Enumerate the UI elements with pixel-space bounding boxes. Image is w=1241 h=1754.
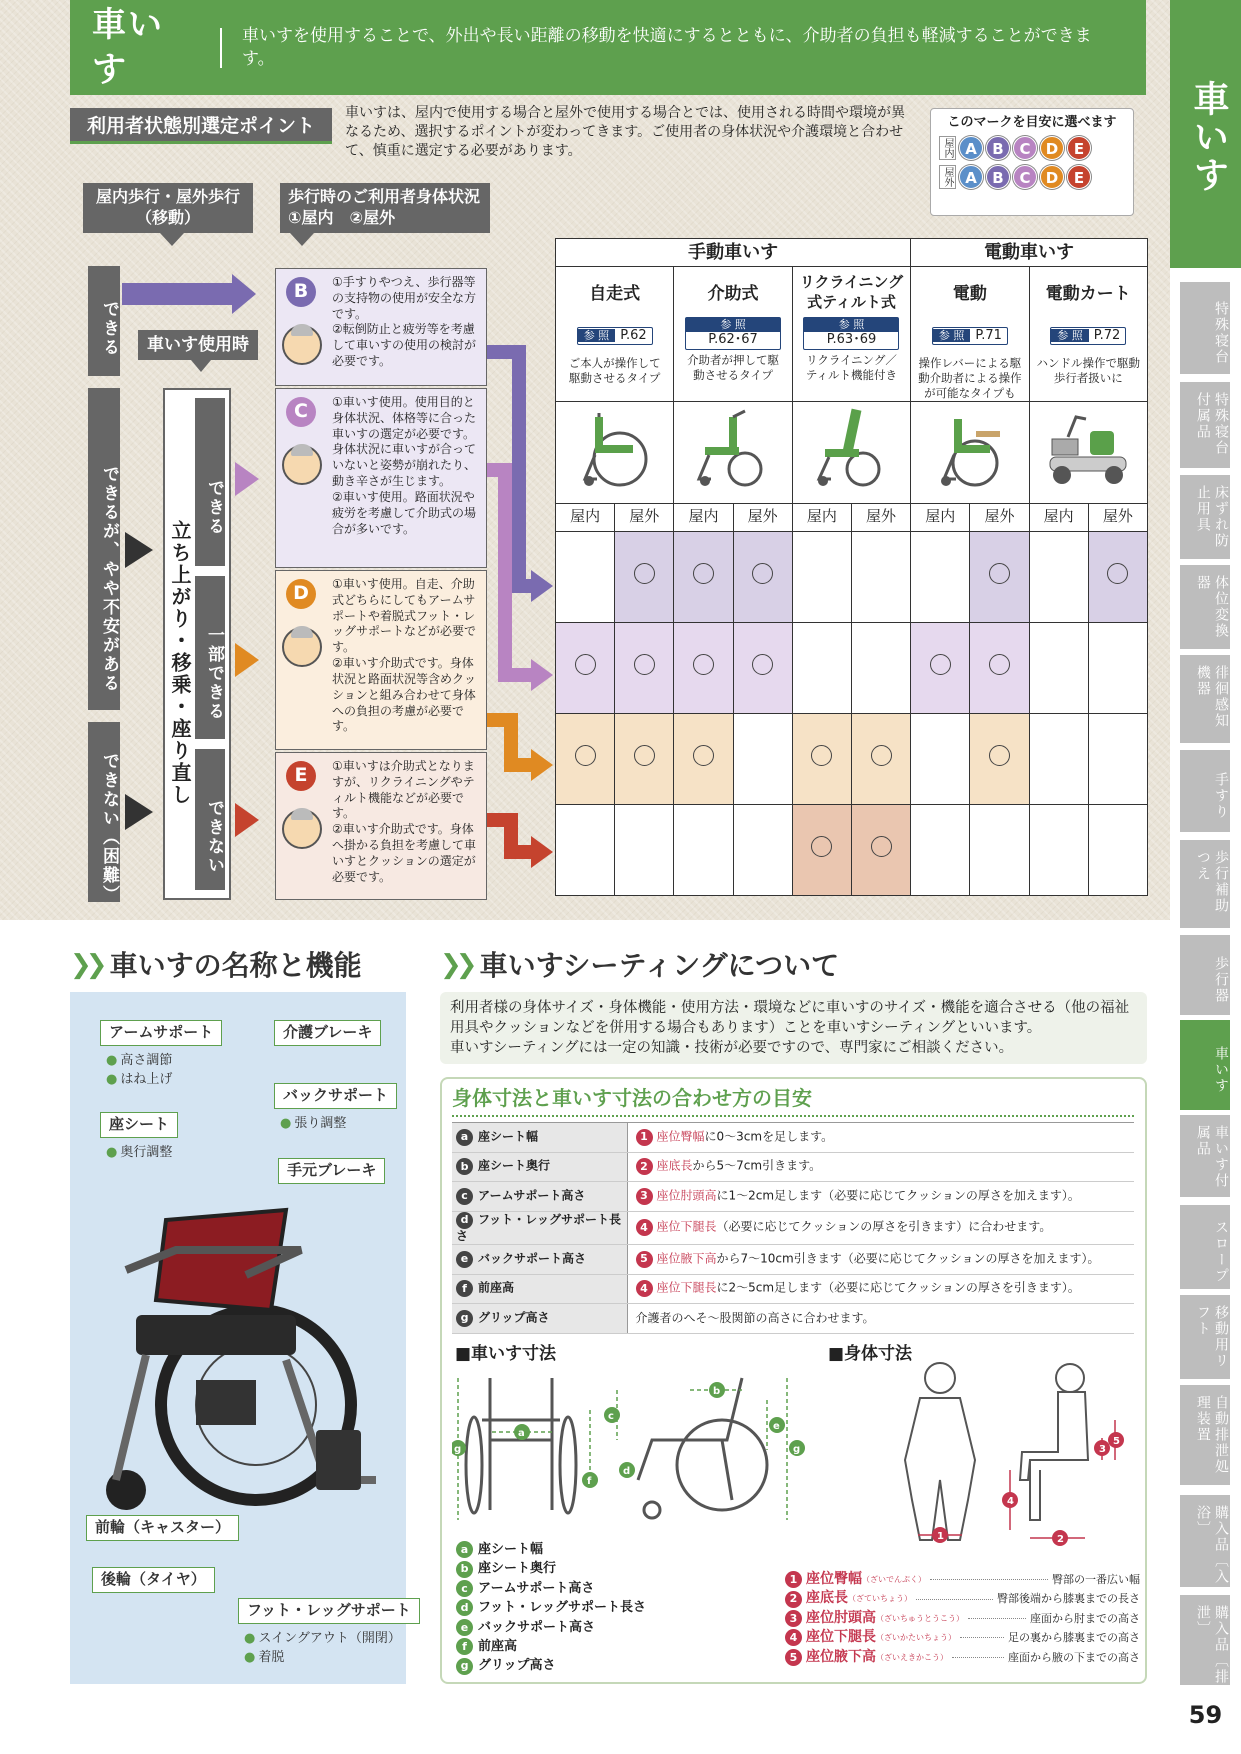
- dimension-rule: 介護者のへそ～股関節の高さに合わせます。: [635, 1310, 875, 1325]
- condition-b: [275, 268, 487, 386]
- suitable-mark: [989, 654, 1010, 675]
- side-nav-item[interactable]: 車いす付属品: [1180, 1115, 1230, 1197]
- arrow-down-icon: [160, 233, 184, 246]
- part-label: 後輪（タイヤ）: [92, 1567, 215, 1593]
- letter-badge: E: [286, 761, 316, 791]
- chair-legend: [456, 1540, 646, 1676]
- outdoor-label: 屋外: [851, 503, 910, 531]
- wheelchair-images-row: [556, 401, 1148, 503]
- letter-icon: g: [456, 1310, 473, 1327]
- matrix-cell: [615, 622, 674, 713]
- side-nav-item[interactable]: 購入品〔入浴〕: [1180, 1495, 1230, 1587]
- ref-page: P.72: [1093, 328, 1121, 343]
- body-dimension-diagram: [880, 1360, 1130, 1560]
- matrix-cell: [674, 622, 733, 713]
- wheelchair-image: [911, 401, 1029, 503]
- walk-state-can: できる: [88, 266, 120, 376]
- side-nav-item[interactable]: 床ずれ防止用具: [1180, 475, 1230, 559]
- number-icon: 5: [636, 1251, 653, 1268]
- matrix-cell: [792, 622, 851, 713]
- guide-title: 身体寸法と車いす寸法の合わせ方の目安: [452, 1085, 1134, 1117]
- letter-badge: D: [286, 579, 316, 609]
- suitable-mark: [693, 745, 714, 766]
- mark-guide-title: このマークを目安に選べます: [947, 115, 1117, 130]
- suitable-mark: [575, 654, 596, 675]
- badge-a: A: [959, 136, 983, 160]
- side-nav-item[interactable]: 購入品〔排泄〕: [1180, 1595, 1230, 1685]
- connector-arrows: [487, 340, 557, 900]
- svg-text:4: 4: [1007, 1496, 1014, 1507]
- chair-legend-item: e バックサポート高さ: [456, 1618, 646, 1637]
- chair-legend-item: b 座シート奥行: [456, 1559, 646, 1578]
- suitable-mark: [1107, 563, 1128, 584]
- selection-matrix: [555, 238, 1148, 896]
- matrix-cell: [851, 622, 910, 713]
- condition-text: ①手すりやつえ、歩行器等の支持物の使用が安全な方です。 ②転倒防止と疲労等を考慮して車いすの使用の検討が必要です。: [332, 275, 477, 369]
- letter-badge: C: [286, 397, 316, 427]
- matrix-cell: [970, 622, 1029, 713]
- suitable-mark: [811, 836, 832, 857]
- dimension-row: [452, 1245, 1134, 1275]
- chair-dimension-diagram: [452, 1370, 822, 1528]
- matrix-cell: [615, 713, 674, 804]
- type-name: 自走式: [589, 284, 641, 304]
- page-header: [70, 0, 1146, 95]
- matrix-cell: [970, 804, 1029, 895]
- matrix-cell: [1088, 622, 1147, 713]
- wheelchair-image: [674, 401, 792, 503]
- matrix-cell: [970, 531, 1029, 622]
- type-desc: リクライニング／ティルト機能付き: [805, 353, 898, 383]
- body-legend-item: 5 座位腋下高 （ざいえきかこう） 座面から腋の下までの高さ: [785, 1648, 1140, 1667]
- outdoor-label: 屋外: [615, 503, 674, 531]
- part-note: ● はね上げ: [106, 1071, 172, 1089]
- matrix-row: [556, 713, 1148, 804]
- type-name: リクライニング式ティルト式: [799, 273, 904, 311]
- number-icon: 4: [636, 1280, 653, 1297]
- matrix-cell: [1088, 713, 1147, 804]
- arrow-down-icon: [191, 360, 211, 372]
- number-icon: 3: [636, 1188, 653, 1205]
- matrix-cell: [792, 713, 851, 804]
- outdoor-label: 屋外: [939, 165, 956, 189]
- matrix-cell: [1029, 804, 1088, 895]
- suitable-mark: [752, 563, 773, 584]
- svg-text:3: 3: [1099, 1444, 1106, 1455]
- double-chevron-icon: ❯❯: [440, 950, 472, 981]
- matrix-cell: [851, 713, 910, 804]
- group-electric: 電動車いす: [911, 239, 1148, 267]
- matrix-cell: [615, 531, 674, 622]
- indoor-label: 屋内: [939, 136, 956, 160]
- matrix-cell: [851, 804, 910, 895]
- matrix-row: [556, 531, 1148, 622]
- outdoor-label: 屋外: [1088, 503, 1147, 531]
- chair-legend-item: g グリップ高さ: [456, 1656, 646, 1675]
- badge-d: D: [1040, 136, 1064, 160]
- suitable-mark: [634, 563, 655, 584]
- matrix-cell: [674, 531, 733, 622]
- page-title: 車いす: [92, 5, 164, 90]
- chair-legend-item: a 座シート幅: [456, 1540, 646, 1559]
- side-nav-item[interactable]: 手すり: [1180, 750, 1230, 832]
- mark-guide: [930, 108, 1134, 216]
- body-dimension-ref: 座位肘頭高: [656, 1188, 717, 1203]
- letter-icon: f: [456, 1280, 473, 1297]
- names-heading: [70, 948, 362, 984]
- badge-e: E: [1067, 165, 1091, 189]
- type-jisou: [556, 267, 674, 402]
- matrix-cell: [1029, 531, 1088, 622]
- svg-text:d: d: [623, 1466, 631, 1477]
- arrow-right-icon: [125, 532, 153, 568]
- arrow-right-icon: [125, 794, 153, 830]
- part-label: フット・レッグサポート: [238, 1598, 420, 1624]
- type-reclining: [792, 267, 910, 402]
- dimension-row: [452, 1211, 1134, 1245]
- dimension-rule: から5～7cm引きます。: [692, 1158, 822, 1173]
- ref-page: P.71: [975, 328, 1002, 343]
- body-legend-item: 1 座位臀幅 （ざいでんぷく） 臀部の一番広い幅: [785, 1570, 1140, 1589]
- matrix-cell: [1088, 531, 1147, 622]
- suitable-mark: [693, 654, 714, 675]
- part-note: ● 奥行調整: [106, 1144, 172, 1162]
- dimension-rule: に2～5cm足します（必要に応じてクッションの厚さを引きます）。: [716, 1280, 1080, 1295]
- flow-head-body: 歩行時のご利用者身体状況 ①屋内 ②屋外: [280, 183, 490, 233]
- suitable-mark: [930, 654, 951, 675]
- elderly-face-icon: [282, 627, 322, 667]
- matrix-cell: [792, 531, 851, 622]
- type-desc: ご本人が操作して駆動させるタイプ: [568, 355, 661, 385]
- arrow-down-icon: [290, 233, 314, 246]
- matrix-cell: [733, 713, 792, 804]
- dimension-row: [452, 1123, 1134, 1153]
- type-name: 電動: [952, 284, 987, 304]
- dimension-rule: に1～2cm足します（必要に応じてクッションの厚さを加えます）。: [716, 1188, 1080, 1203]
- side-nav-item[interactable]: 徘徊感知機器: [1180, 655, 1230, 743]
- suitable-mark: [752, 654, 773, 675]
- badge-c: C: [1013, 165, 1037, 189]
- part-label: バックサポート: [274, 1083, 397, 1109]
- wheelchair-image: [1029, 401, 1147, 503]
- part-label: 介護ブレーキ: [274, 1020, 381, 1046]
- side-nav-item[interactable]: スロープ: [1180, 1205, 1230, 1289]
- ref-badge: 参 照 P.63･69: [803, 317, 899, 350]
- part-label: アームサポート: [100, 1020, 222, 1046]
- part-note: ● 着脱: [244, 1649, 284, 1667]
- matrix-cell: [556, 804, 615, 895]
- svg-text:a: a: [518, 1428, 525, 1439]
- chair-dims-title: ■車いす寸法: [455, 1344, 557, 1364]
- part-label: 手元ブレーキ: [278, 1158, 385, 1184]
- svg-text:e: e: [773, 1421, 780, 1432]
- outdoor-label: 屋外: [733, 503, 792, 531]
- matrix-cell: [733, 622, 792, 713]
- body-dimension-ref: 座位下腿長: [656, 1280, 717, 1295]
- matrix-cell: [1088, 804, 1147, 895]
- svg-text:c: c: [608, 1411, 614, 1422]
- matrix-cell: [674, 713, 733, 804]
- matrix-cell: [851, 531, 910, 622]
- svg-text:1: 1: [937, 1531, 944, 1542]
- suitable-mark: [693, 563, 714, 584]
- ref-badge: 参 照 P.71: [932, 327, 1008, 345]
- arrow-right-icon: [235, 803, 259, 837]
- indoor-label: 屋内: [674, 503, 733, 531]
- elderly-face-icon: [282, 445, 322, 485]
- matrix-cell: [911, 531, 970, 622]
- body-dims-title: ■身体寸法: [828, 1344, 913, 1364]
- badge-e: E: [1067, 136, 1091, 160]
- svg-text:g: g: [454, 1444, 462, 1455]
- wheelchair-image: [792, 401, 910, 503]
- condition-text: ①車いすは介助式となりますが、リクライニングやティルト機能などが必要です。 ②車いす介助式です。身体へ掛かる負担を考慮して車いすとクッションの選定が必要です。: [332, 759, 477, 884]
- indoor-label: 屋内: [792, 503, 851, 531]
- badge-c: C: [1013, 136, 1037, 160]
- dimension-key: アームサポート高さ: [478, 1188, 586, 1203]
- chair-legend-item: c アームサポート高さ: [456, 1579, 646, 1598]
- suitable-mark: [871, 836, 892, 857]
- wheelchair-illustration: [86, 1180, 396, 1530]
- part-note: ● スイングアウト（開閉）: [244, 1630, 401, 1648]
- body-legend: [785, 1570, 1140, 1667]
- seating-title: 車いすシーティングについて: [479, 949, 840, 982]
- condition-text: ①車いす使用。自走、介助式どちらにしてもアームサポートや着脱式フット・レッグサポートなどが必要です。 ②車いす介助式です。身体状況と路面状況等含めクッションと組み合わせて身体への負担の考慮が必要です。: [332, 577, 477, 734]
- body-legend-item: 4 座位下腿長 （ざいかたいちょう） 足の裏から膝裏までの高さ: [785, 1628, 1140, 1647]
- side-nav-item[interactable]: 特殊寝台付属品: [1180, 382, 1230, 468]
- use-label: 車いす使用時: [138, 330, 258, 360]
- matrix-cell: [556, 622, 615, 713]
- dimension-key: 座シート幅: [478, 1129, 539, 1144]
- matrix-cell: [556, 713, 615, 804]
- body-dimension-ref: 座位臀幅: [656, 1129, 705, 1144]
- suitable-mark: [811, 745, 832, 766]
- dimension-rule: （必要に応じてクッションの厚さを引きます）に合わせます。: [716, 1219, 1052, 1234]
- number-icon: 1: [636, 1129, 653, 1146]
- elderly-face-icon: [282, 325, 322, 365]
- dimension-row: [452, 1152, 1134, 1182]
- matrix-cell: [615, 804, 674, 895]
- ref-page: P.62: [620, 328, 647, 343]
- letter-badge: B: [286, 277, 316, 307]
- outdoor-label: 屋外: [970, 503, 1029, 531]
- wheelchair-image: [556, 401, 674, 503]
- transfer-can: できる: [195, 398, 225, 566]
- dimension-row: [452, 1274, 1134, 1304]
- svg-text:b: b: [713, 1386, 721, 1397]
- side-nav-item[interactable]: 自動排泄処理装置: [1180, 1385, 1230, 1485]
- indoor-label: 屋内: [911, 503, 970, 531]
- suitable-mark: [871, 745, 892, 766]
- chair-legend-item: f 前座高: [456, 1637, 646, 1656]
- letter-icon: b: [456, 1158, 473, 1175]
- arrow-right-icon: [122, 283, 232, 305]
- elderly-face-icon: [282, 809, 322, 849]
- page-description: 車いすを使用することで、外出や長い距離の移動を快適にするとともに、介助者の負担も軽減することができます。: [241, 26, 1092, 69]
- type-desc: 介助者が押して駆動させるタイプ: [687, 353, 780, 383]
- selection-points-label: 利用者状態別選定ポイント: [70, 108, 332, 144]
- type-cart: [1029, 267, 1147, 402]
- svg-text:2: 2: [1057, 1534, 1064, 1545]
- transfer-label: 立ち上がり・移乗・座り直し: [168, 520, 192, 806]
- matrix-cell: [1029, 713, 1088, 804]
- transfer-partial: 一部できる: [195, 576, 225, 739]
- indoor-label: 屋内: [556, 503, 615, 531]
- dimension-key: 座シート奥行: [478, 1158, 551, 1173]
- part-label: 座シート: [100, 1112, 178, 1138]
- walk-state-cannot: できない（困難）: [88, 722, 120, 902]
- letter-icon: e: [456, 1251, 473, 1268]
- matrix-cell: [674, 804, 733, 895]
- type-dendo: [911, 267, 1029, 402]
- number-icon: 4: [636, 1219, 653, 1236]
- dimension-table: [452, 1122, 1134, 1334]
- double-chevron-icon: ❯❯: [70, 950, 102, 981]
- type-desc: 操作レバーによる駆動介助者による操作が可能なタイプも: [918, 355, 1022, 400]
- side-nav-item[interactable]: 移動用リフト: [1180, 1295, 1230, 1379]
- group-manual: 手動車いす: [556, 239, 911, 267]
- suitable-mark: [575, 745, 596, 766]
- letter-icon: c: [456, 1188, 473, 1205]
- divider: [220, 28, 222, 68]
- type-name: 電動カート: [1045, 284, 1131, 304]
- matrix-cell: [556, 531, 615, 622]
- seating-intro: 利用者様の身体サイズ・身体機能・使用方法・環境などに車いすのサイズ・機能を適合させる（他の福祉用具やクッションなどを併用する場合もあります）ことを車いすシーティングといいます。 車いすシーティングには一定の知識・技術が必要ですので、専門家にご相談ください。: [440, 992, 1147, 1064]
- badge-d: D: [1040, 165, 1064, 189]
- suitable-mark: [989, 563, 1010, 584]
- ref-badge: 参 照 P.62･67: [685, 317, 781, 350]
- matrix-cell: [911, 804, 970, 895]
- badge-b: B: [986, 165, 1010, 189]
- suitable-mark: [634, 745, 655, 766]
- arrow-head-icon: [232, 274, 256, 314]
- letter-icon: d: [456, 1212, 473, 1229]
- transfer-cannot: できない: [195, 749, 225, 890]
- body-legend-item: 3 座位肘頭高 （ざいちゅうとうこう） 座面から肘までの高さ: [785, 1609, 1140, 1628]
- condition-c: [275, 388, 487, 568]
- body-dimension-ref: 座位下腿長: [656, 1219, 717, 1234]
- matrix-cell: [970, 713, 1029, 804]
- condition-e: [275, 752, 487, 900]
- indoor-outdoor-row: [556, 503, 1148, 531]
- matrix-cell: [911, 713, 970, 804]
- dimension-key: バックサポート高さ: [478, 1251, 587, 1266]
- side-nav-item[interactable]: 車いす: [1180, 1020, 1230, 1110]
- indoor-label: 屋内: [1029, 503, 1088, 531]
- dimension-key: グリップ高さ: [478, 1310, 550, 1325]
- badge-b: B: [986, 136, 1010, 160]
- page-number: 59: [1188, 1701, 1223, 1729]
- dimension-row: [452, 1304, 1134, 1334]
- arrow-right-icon: [235, 643, 259, 677]
- dimension-rule: に0～3cmを足します。: [704, 1129, 834, 1144]
- condition-d: [275, 570, 487, 750]
- chair-legend-item: d フット・レッグサポート長さ: [456, 1598, 646, 1617]
- matrix-cell: [733, 804, 792, 895]
- matrix-row: [556, 622, 1148, 713]
- body-dimension-ref: 座位腋下高: [656, 1251, 717, 1266]
- flow-head-walk: 屋内歩行・屋外歩行 （移動）: [83, 183, 253, 233]
- part-label: 前輪（キャスター）: [86, 1515, 239, 1541]
- type-kaijo: [674, 267, 792, 402]
- matrix-cell: [911, 622, 970, 713]
- side-nav-item[interactable]: 歩行器: [1180, 935, 1230, 1015]
- ref-page: P.63･69: [826, 332, 877, 348]
- body-legend-item: 2 座底長 （ざていちょう） 臀部後端から膝裏までの長さ: [785, 1589, 1140, 1608]
- seating-heading: [440, 948, 839, 984]
- svg-text:g: g: [793, 1444, 801, 1455]
- number-icon: 2: [636, 1158, 653, 1175]
- matrix-row: [556, 804, 1148, 895]
- suitable-mark: [989, 745, 1010, 766]
- selection-intro: 車いすは、屋内で使用する場合と屋外で使用する場合とでは、使用される時間や環境が異なるため、選択するポイントが変わってきます。ご使用者の身体状況や介護環境と合わせて、慎重に選定する必要があります。: [345, 105, 905, 160]
- arrow-right-icon: [235, 462, 259, 496]
- dimension-key: 前座高: [478, 1280, 515, 1295]
- names-title: 車いすの名称と機能: [109, 949, 362, 982]
- part-note: ● 高さ調節: [106, 1052, 172, 1070]
- side-nav-item[interactable]: 歩行補助つえ: [1180, 840, 1230, 928]
- letter-icon: a: [456, 1129, 473, 1146]
- type-name: 介助式: [707, 284, 759, 304]
- ref-badge: 参 照 P.72: [1050, 327, 1126, 345]
- walk-state-uneasy: できるが、やや不安がある: [88, 388, 120, 710]
- dimension-key: フット・レッグサポート長さ: [456, 1211, 622, 1243]
- body-dimension-ref: 座底長: [656, 1158, 693, 1173]
- side-nav-item[interactable]: 体位変換器: [1180, 565, 1230, 649]
- matrix-cell: [733, 531, 792, 622]
- matrix-cell: [792, 804, 851, 895]
- svg-text:5: 5: [1113, 1436, 1120, 1447]
- dimension-rule: から7～10cm引きます（必要に応じてクッションの厚さを加えます）。: [716, 1251, 1100, 1266]
- suitable-mark: [634, 654, 655, 675]
- badge-a: A: [959, 165, 983, 189]
- condition-text: ①車いす使用。使用目的と身体状況、体格等に合った車いすの選定が必要です。身体状況に車いすが合っていないと姿勢が崩れたり、動き辛さが生じます。 ②車いす使用。路面状況や疲労を考慮して介助式の場合が多いです。: [332, 395, 477, 536]
- side-nav-current: 車いす: [1170, 0, 1241, 268]
- ref-badge: 参 照 P.62: [577, 327, 653, 345]
- part-note: ● 張り調整: [280, 1115, 346, 1133]
- svg-text:f: f: [587, 1476, 592, 1487]
- type-desc: ハンドル操作で駆動歩行者扱いに: [1036, 355, 1140, 385]
- side-nav-item[interactable]: 特殊寝台: [1180, 282, 1230, 374]
- ref-page: P.62･67: [708, 332, 758, 348]
- dimension-row: [452, 1182, 1134, 1212]
- matrix-cell: [1029, 622, 1088, 713]
